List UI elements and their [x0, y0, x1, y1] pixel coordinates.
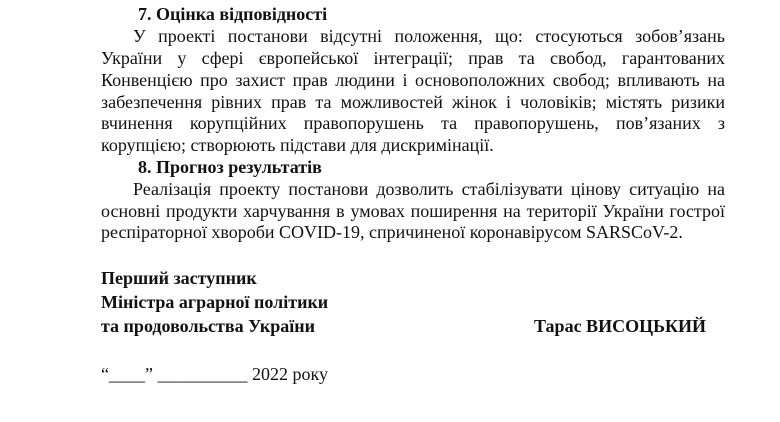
section-7-line-1: У проекті постанови відсутні положення, що: стосуються зобов’язань: [133, 26, 725, 46]
signatory-name: Тарас ВИСОЦЬКИЙ: [534, 316, 707, 336]
section-8-heading: 8. Прогноз результатів: [138, 157, 322, 177]
section-7-line-5: вчинення корупційних правопорушень та правопорушень, пов’язаних з: [101, 113, 725, 133]
section-8-line-1: Реалізація проекту постанови дозволить стабілізувати цінову ситуацію на: [133, 179, 725, 199]
section-8-line-3: респіраторної хвороби COVID-19, спричиненої коронавірусом SARSCoV-2.: [101, 222, 683, 242]
section-7-heading: 7. Оцінка відповідності: [138, 4, 328, 24]
section-7-line-4: забезпечення рівних прав та можливостей жінок і чоловіків; містять ризики: [101, 92, 725, 112]
section-8-line-2: основні продукти харчування в умовах поширення на території України гострої: [101, 201, 725, 221]
signatory-title-line-3: та продовольства України: [101, 316, 315, 336]
signatory-title-line-1: Перший заступник: [101, 268, 257, 288]
date-line: “____” __________ 2022 року: [101, 364, 328, 384]
section-7-line-2: України у сфері європейської інтеграції; прав та свобод, гарантованих: [101, 48, 725, 68]
section-7-line-3: Конвенцією про захист прав людини і основоположних свобод; впливають на: [101, 70, 725, 90]
signatory-title-line-2: Міністра аграрної політики: [101, 292, 329, 312]
section-7-line-6: корупцією; створюють підстави для дискримінації.: [101, 135, 494, 155]
